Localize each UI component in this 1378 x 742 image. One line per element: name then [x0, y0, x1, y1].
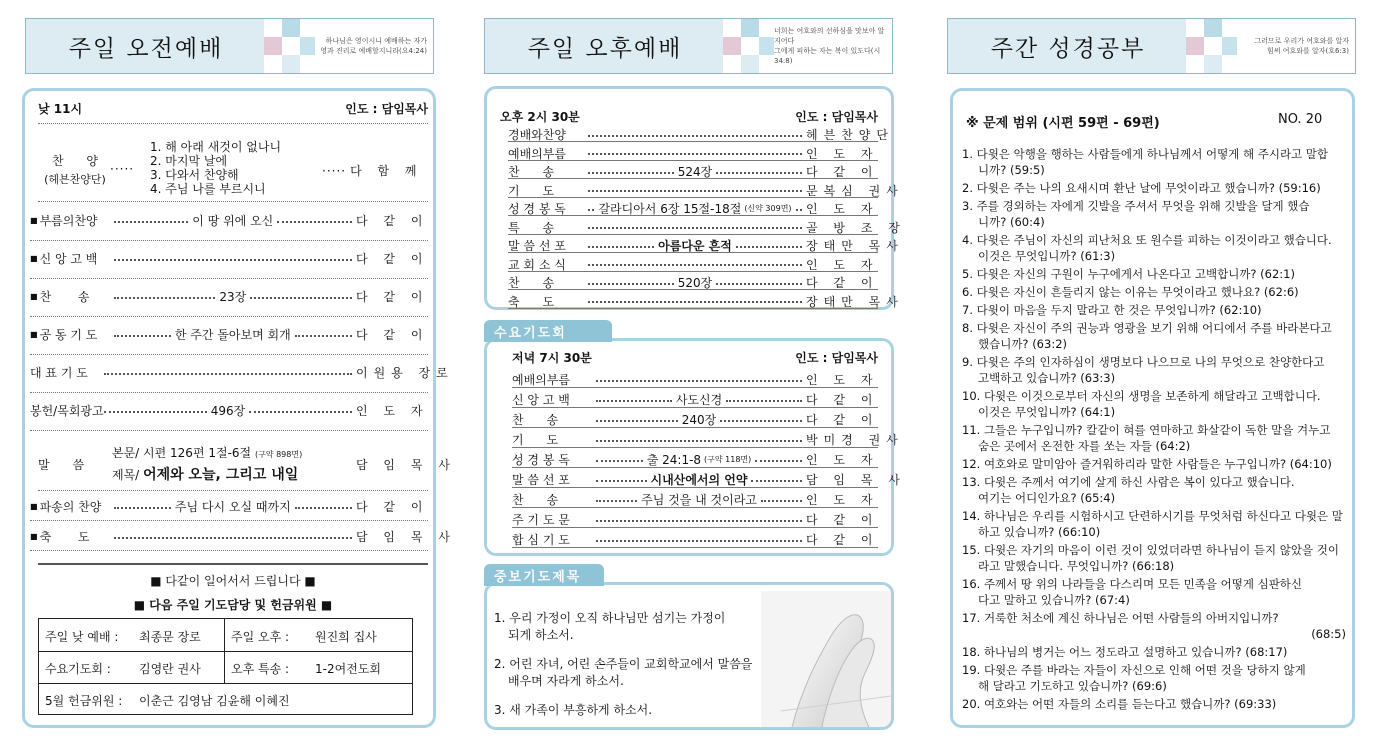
next-week-title: ■ 다음 주일 기도담당 및 헌금위원 ■ — [133, 598, 333, 612]
row-label: 찬 송 — [512, 413, 559, 427]
question-line: 5. 다윗은 자신의 구원이 누구에게서 나온다고 고백합니까? (62:1) — [962, 267, 1295, 281]
program-row — [30, 250, 428, 267]
divider — [30, 316, 428, 317]
service-time: 오후 2시 30분 — [500, 110, 580, 124]
question-item — [962, 422, 1346, 454]
hymn-who: ····· 다 함 께 — [322, 163, 423, 178]
row-who: 다 같 이 — [806, 413, 879, 427]
divider — [508, 160, 878, 161]
question-item — [962, 576, 1346, 608]
divider — [512, 427, 878, 428]
verse-line: 힘써 여호와를 알자(호6:3) — [1266, 47, 1349, 55]
row-detail: 시내산에서의 언약 — [650, 473, 748, 487]
next-cell: 주일 낮 예배 : — [45, 630, 119, 644]
question-line: 했습니까? (63:2) — [978, 337, 1067, 351]
next-cell: 원진희 집사 — [315, 630, 377, 644]
row-detail: 23장 — [219, 290, 247, 304]
program-row — [30, 326, 428, 343]
row-label: 찬 송 — [508, 165, 555, 179]
row-who: 다 같 이 — [806, 165, 879, 179]
divider — [30, 520, 428, 521]
service-leader: 인도 : 담임목사 — [345, 102, 428, 116]
row-who: 헤븐찬양단 — [806, 128, 894, 142]
row-label: 찬 송 — [508, 276, 555, 290]
question-item — [962, 180, 1346, 196]
program-row — [512, 491, 878, 508]
program-row — [512, 471, 906, 488]
row-who: 다 같 이 — [356, 328, 429, 342]
service-leader: 인도 : 담임목사 — [795, 110, 878, 124]
next-cell: 5월 헌금위원 : — [45, 694, 123, 708]
question-line: 하고 있습니까? (66:10) — [978, 525, 1101, 539]
divider — [512, 407, 878, 408]
row-label: 파송의 찬양 — [39, 500, 102, 514]
divider — [508, 215, 878, 216]
row-detail: 520장 — [677, 276, 713, 290]
row-label: 공 동 기 도 — [39, 328, 98, 342]
question-item — [962, 696, 1346, 712]
row-label: 대 표 기 도 — [30, 366, 88, 380]
row-label: 주 기 도 문 — [512, 513, 570, 527]
program-row — [30, 528, 456, 545]
sermon-text: 본문/ 시편 126편 1절-6절 — [112, 446, 252, 460]
program-row — [30, 402, 428, 419]
row-label: 말 씀 선 포 — [508, 239, 566, 253]
divider — [38, 201, 428, 202]
row-label: 말 씀 선 포 — [512, 473, 570, 487]
row-label: 기 도 — [512, 433, 559, 447]
divider — [512, 487, 878, 488]
next-week-table — [38, 618, 413, 715]
row-label: 축 도 — [39, 530, 90, 544]
question-item — [962, 662, 1346, 694]
question-line: 숨은 곳에서 온전한 자를 쏘는 자들 (64:2) — [978, 439, 1191, 453]
program-row — [30, 288, 428, 305]
row-who: 인 도 자 — [806, 146, 879, 161]
question-item — [962, 302, 1346, 318]
question-list — [962, 146, 1346, 714]
next-cell: 1-2여전도회 — [315, 662, 381, 676]
row-label: 예배의부름 — [512, 373, 570, 387]
row-label: 축 도 — [508, 294, 555, 309]
question-line: 9. 다윗은 주의 인자하심이 생명보다 나으므로 나의 무엇으로 찬양한다고 — [962, 355, 1325, 369]
banner-mosaic — [723, 19, 777, 73]
row-detail-note: (신약 309면) — [744, 204, 792, 213]
study-number: NO. 20 — [1278, 112, 1323, 127]
hymn-sub-text: (헤븐찬양단) — [44, 173, 106, 186]
row-who: 다 같 이 — [356, 252, 429, 266]
question-line: 11. 그들은 누구입니까? 칼같이 혀를 연마하고 화살같이 독한 말을 겨누고 — [962, 423, 1331, 437]
service-leader: 인도 : 담임목사 — [795, 351, 878, 365]
prayer-tab: 중보기도제목 — [484, 564, 604, 586]
row-label: 찬 송 — [39, 290, 90, 304]
divider — [508, 308, 878, 309]
question-line: 1. 다윗은 악행을 행하는 사람들에게 하나님께서 어떻게 해 주시라고 말합 — [962, 147, 1329, 161]
question-item — [962, 266, 1346, 282]
row-label: 신 앙 고 백 — [39, 252, 98, 266]
question-item — [962, 284, 1346, 300]
row-detail: 사도신경 — [675, 393, 723, 407]
divider — [38, 123, 428, 124]
row-who: 골 방 조 장 — [806, 220, 906, 235]
row-who: 다 같 이 — [806, 533, 879, 547]
question-line: 19. 다윗은 주를 바라는 자들이 자신으로 인해 어떤 것을 당하지 않게 — [962, 663, 1306, 677]
program-row — [30, 498, 428, 515]
question-line: 3. 주를 경외하는 자에게 깃발을 주셔서 무엇을 위해 깃발을 달게 했습 — [962, 199, 1310, 213]
left-banner — [25, 18, 434, 74]
middle-banner-title: 주일 오후예배 — [527, 35, 683, 62]
sermon-page: (구약 898면) — [254, 450, 303, 459]
row-label: 예배의부름 — [508, 146, 566, 161]
banner-mosaic — [264, 19, 318, 73]
row-detail: 출 24:1-8 — [646, 453, 702, 467]
song-item: 4. 주님 나를 부르시니 — [150, 182, 266, 196]
study-scope: ※ 문제 범위 (시편 59편 - 69편) — [966, 116, 1160, 131]
bullet: ■ — [30, 254, 38, 263]
verse-line: 너희는 여호와의 선하심을 맛보아 알지어다 — [774, 27, 885, 45]
row-detail-note: (구약 118면) — [704, 455, 752, 464]
row-label: 찬 송 — [512, 493, 559, 507]
question-line: 다고 말하고 있습니까? (67:4) — [978, 593, 1130, 607]
row-detail: 주님 것을 내 것이라고 — [641, 493, 757, 507]
hymn-dots: ····· — [110, 162, 135, 176]
divider — [508, 141, 878, 142]
row-detail: 갈라디아서 6장 15절-18절 — [598, 202, 742, 216]
question-line: 18. 하나님의 병거는 어느 정도라고 설명하고 있습니까? (68:17) — [962, 645, 1288, 659]
sermon-body — [112, 444, 352, 484]
divider — [508, 271, 878, 272]
bullet: ■ — [30, 502, 38, 511]
verse-line: 하나님은 영이시니 예배하는 자가 — [325, 37, 427, 45]
question-item — [962, 508, 1346, 540]
row-who: 인 도 자 — [356, 404, 429, 418]
question-line: 여기는 어디인가요? (65:4) — [978, 491, 1116, 505]
question-line: 16. 주께서 땅 위의 나라들을 다스리며 모든 민족을 어떻게 심판하신 — [962, 577, 1303, 591]
sermon-title-label: 제목/ — [112, 468, 140, 482]
question-item — [962, 232, 1346, 264]
row-who: 담 임 목 사 — [806, 473, 906, 487]
divider — [512, 467, 878, 468]
row-detail: 240장 — [681, 413, 717, 427]
question-item — [962, 320, 1346, 352]
divider — [512, 447, 878, 448]
row-who: 다 같 이 — [806, 276, 879, 290]
song-item: 2. 마지막 날에 — [150, 154, 228, 168]
divider — [30, 354, 428, 355]
middle-banner-verse — [774, 19, 892, 73]
next-cell: 이춘근 김영남 김윤해 이혜진 — [139, 694, 290, 708]
song-item: 1. 해 아래 새것이 없나니 — [150, 140, 282, 154]
row-detail: 주님 다시 오실 때까지 — [174, 500, 291, 514]
wednesday-tab: 수요기도회 — [484, 320, 612, 342]
divider — [30, 550, 428, 551]
row-who: 인 도 자 — [806, 493, 879, 507]
question-line: (68:5) — [1311, 627, 1346, 641]
row-who: 다 같 이 — [356, 290, 429, 304]
who-text: 다 함 께 — [350, 164, 423, 178]
row-detail: 아름다운 흔적 — [658, 239, 732, 253]
right-banner-verse — [1237, 19, 1355, 73]
program-row — [512, 451, 878, 468]
row-label: 성 경 봉 독 — [508, 202, 566, 216]
prayer-item: 3. 새 가족이 부흥하게 하소서. — [494, 703, 653, 717]
wednesday-header — [512, 349, 878, 366]
row-who: 인 도 자 — [806, 373, 879, 387]
question-line: 니까? (59:5) — [978, 163, 1045, 177]
row-who: 장태만 목사 — [806, 239, 904, 253]
row-detail: 524장 — [677, 165, 713, 179]
question-line: 2. 다윗은 주는 나의 요새시며 환난 날에 무엇이라고 했습니까? (59:16) — [962, 181, 1321, 195]
next-cell: 수요기도회 : — [45, 662, 111, 676]
next-cell: 주일 오후 : — [231, 630, 290, 644]
service-time: 저녁 7시 30분 — [512, 351, 592, 365]
question-line: 15. 다윗은 자기의 마음이 이런 것이 있었더라면 하나님이 듣지 않았을 것이 — [962, 543, 1340, 557]
question-line: 고백하고 있습니까? (63:3) — [978, 371, 1116, 385]
song-item: 3. 다와서 찬양해 — [150, 168, 239, 182]
program-row — [30, 212, 428, 229]
row-who: 담 임 목 사 — [356, 530, 456, 544]
standing-note: ■ 다같이 일어서서 드립니다 ■ — [150, 574, 316, 588]
row-who: 이원용 장로 — [356, 366, 454, 380]
row-who: 다 같 이 — [356, 214, 429, 228]
row-detail: 이 땅 위에 오신 — [192, 214, 274, 228]
row-label: 신 앙 고 백 — [512, 393, 570, 407]
bullet: ■ — [30, 216, 38, 225]
prayer-item: 되게 하소서. — [508, 628, 574, 642]
divider — [512, 527, 878, 528]
prayer-item: 1. 우리 가정이 오직 하나님만 섬기는 가정이 — [494, 611, 726, 625]
right-banner — [947, 18, 1356, 74]
row-who: 다 같 이 — [806, 393, 879, 407]
program-row — [30, 364, 454, 381]
program-row — [512, 431, 904, 448]
question-item — [962, 644, 1346, 660]
next-cell: 최종문 장로 — [139, 630, 201, 644]
question-line: 20. 여호와는 어떤 자들의 소리를 듣는다고 했습니까? (69:33) — [962, 697, 1277, 711]
row-who: 다 같 이 — [806, 513, 879, 527]
right-banner-title: 주간 성경공부 — [990, 35, 1146, 62]
morning-header — [38, 100, 428, 117]
afternoon-header — [500, 108, 878, 125]
question-line: 13. 다윗은 주께서 여기에 살게 하신 사람은 복이 있다고 했습니다. — [962, 475, 1295, 489]
question-item — [962, 198, 1346, 230]
service-time: 낮 11시 — [38, 102, 83, 116]
row-who: 다 같 이 — [356, 500, 429, 514]
divider — [30, 278, 428, 279]
program-row — [512, 371, 878, 388]
verse-line: 그러므로 우리가 여호와를 알자 — [1254, 37, 1349, 45]
program-row — [512, 391, 878, 408]
question-line: 라고 말했습니다. 무엇입니까? (66:18) — [978, 559, 1175, 573]
verse-line: 영과 진리로 예배할지니라(요4:24) — [320, 47, 427, 55]
sermon-title: 어제와 오늘, 그리고 내일 — [143, 467, 299, 483]
bullet: ■ — [30, 532, 38, 541]
program-row — [512, 531, 878, 548]
row-label: 기 도 — [508, 183, 555, 198]
row-label: 경배와찬양 — [508, 128, 566, 142]
banner-mosaic — [1186, 19, 1240, 73]
question-line: 14. 하나님은 우리를 시험하시고 단련하시기를 무엇처럼 하신다고 다윗은 말 — [962, 509, 1343, 523]
hymn-songs — [150, 140, 281, 196]
row-label: 특 송 — [508, 220, 555, 235]
prayer-item: 배우며 자라게 하소서. — [508, 674, 624, 688]
divider — [512, 387, 878, 388]
bullet: ■ — [30, 292, 38, 301]
sermon-who: 담 임 목 사 — [356, 458, 456, 472]
sermon-label: 말 씀 — [38, 458, 85, 472]
question-line: 12. 여호와로 말미암아 즐거워하리라 말한 사람들은 누구입니까? (64:10) — [962, 457, 1332, 471]
row-label: 봉헌/목회광고 — [30, 404, 104, 418]
row-label: 부름의찬양 — [39, 214, 98, 228]
question-line: 17. 거룩한 처소에 계신 하나님은 어떤 사람들의 아버지입니까? — [962, 611, 1279, 625]
divider — [508, 197, 878, 198]
question-line: 이것은 무엇입니까? (61:3) — [978, 249, 1116, 263]
divider — [508, 289, 878, 290]
divider — [508, 234, 878, 235]
row-who: 장태만 목사 — [806, 294, 904, 309]
divider — [38, 490, 428, 491]
row-detail: 한 주간 돌아보며 회개 — [174, 328, 291, 342]
question-item — [962, 456, 1346, 472]
hymn-label-text: 찬 양 — [51, 154, 99, 168]
question-line: 10. 다윗은 이것으로부터 자신의 생명을 보존하게 해달라고 고백합니다. — [962, 389, 1321, 403]
row-who: 인 도 자 — [806, 453, 879, 467]
divider — [508, 252, 878, 253]
question-item — [962, 474, 1346, 506]
question-item — [962, 146, 1346, 178]
left-banner-title: 주일 오전예배 — [68, 35, 224, 62]
divider — [512, 507, 878, 508]
question-line: 이것은 무엇입니까? (64:1) — [978, 405, 1116, 419]
hymn-label — [40, 152, 110, 187]
question-item — [962, 354, 1346, 386]
praying-hands-image — [761, 591, 891, 730]
left-banner-verse — [315, 19, 433, 73]
row-who: 박미경 권사 — [806, 433, 904, 447]
question-item — [962, 542, 1346, 574]
program-row — [512, 411, 878, 428]
verse-line: 그에게 피하는 자는 복이 있도다(시34:8) — [774, 47, 881, 65]
prayer-list — [494, 610, 752, 719]
question-line: 8. 다윗은 자신이 주의 권능과 영광을 보기 위해 어디에서 주를 바라본다고 — [962, 321, 1332, 335]
question-line: 니까? (60:4) — [978, 215, 1045, 229]
question-line: 4. 다윗은 주님이 자신의 피난처요 또 원수를 피하는 이것이라고 했습니다. — [962, 233, 1332, 247]
row-label: 합 심 기 도 — [512, 533, 570, 547]
divider — [30, 392, 428, 393]
middle-banner — [484, 18, 893, 74]
bullet: ■ — [30, 330, 38, 339]
question-line: 해 달라고 기도하고 있습니까? (69:6) — [978, 679, 1167, 693]
question-item — [962, 388, 1346, 420]
divider — [38, 563, 428, 565]
divider — [30, 430, 428, 431]
divider — [30, 240, 428, 241]
row-who: 문복심 권사 — [806, 183, 904, 198]
next-cell: 김영란 권사 — [139, 662, 201, 676]
row-label: 성 경 봉 독 — [512, 453, 570, 467]
row-who: 인 도 자 — [806, 202, 879, 216]
question-line: 7. 다윗이 마음을 두지 말라고 한 것은 무엇입니까? (62:10) — [962, 303, 1262, 317]
prayer-item: 2. 어린 자녀, 어린 손주들이 교회학교에서 말씀을 — [494, 657, 753, 671]
question-item — [962, 610, 1346, 642]
divider — [512, 547, 878, 548]
row-who: 인 도 자 — [806, 257, 879, 272]
row-detail: 496장 — [210, 404, 246, 418]
row-label: 교 회 소 식 — [508, 257, 566, 272]
question-line: 6. 다윗은 자신이 흔들리지 않는 이유는 무엇이라고 했나요? (62:6) — [962, 285, 1299, 299]
next-cell: 오후 특송 : — [231, 662, 290, 676]
divider — [508, 178, 878, 179]
program-row — [512, 511, 878, 528]
